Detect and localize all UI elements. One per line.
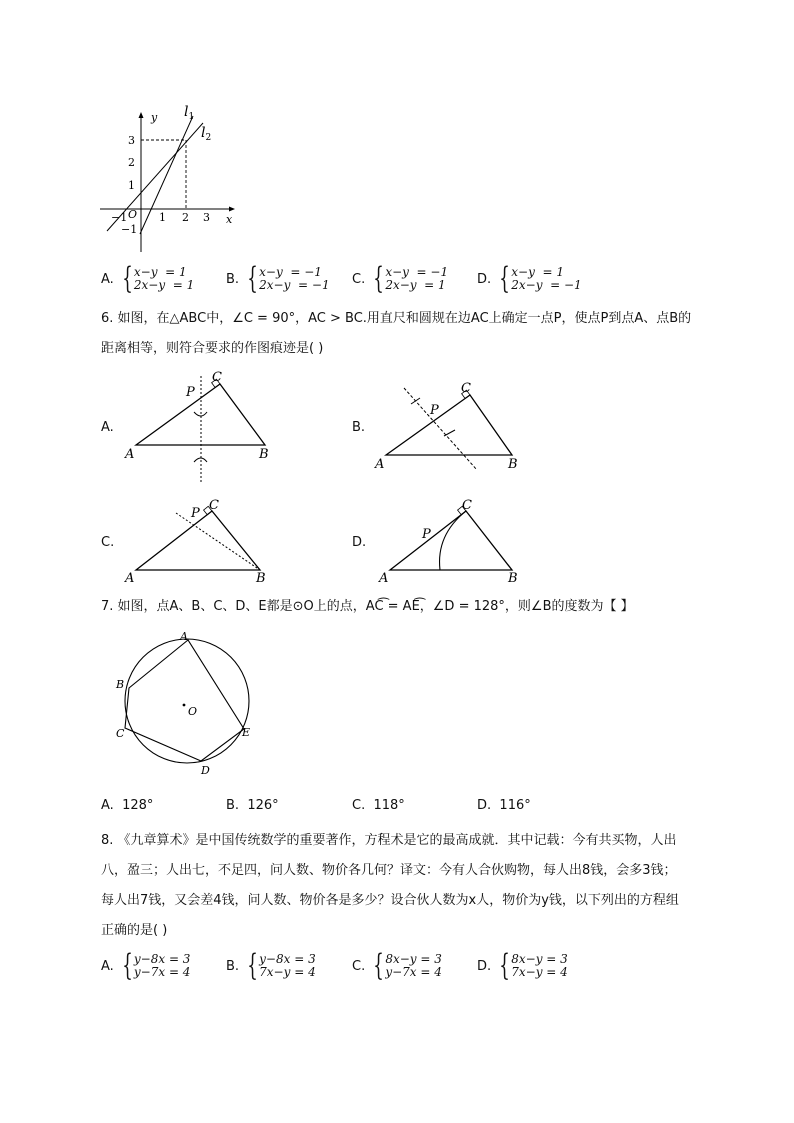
point-label-p: P [422,527,431,542]
circle-point-c: C [116,727,125,740]
q7-circle-figure [110,626,260,776]
option-label: C. [352,271,366,287]
coordinate-graph [95,98,245,258]
equation: 7x−y = 4 [511,965,568,979]
option-label: A. [101,798,114,813]
option-d[interactable]: D. { 8x−y = 3 7x−y = 4 [477,948,568,983]
question-8-line2: 八，盈三；人出七，不足四，问人数、物价各几何？译文：今有人合伙购物，每人出8钱，会多3钱； [101,863,677,878]
option-a[interactable]: A. { y−8x = 3 y−7x = 4 [101,948,191,983]
option-c[interactable]: C. { x−y = −1 2x−y = 1 [352,261,449,296]
option-label: D. [477,958,492,974]
option-label: D. [477,271,492,287]
point-label-a: A [375,457,385,472]
x-tick: 3 [203,211,210,224]
option-label: C. [352,798,366,813]
equation: y−8x = 3 [133,952,191,966]
point-label-b: B [256,571,266,586]
point-label-p: P [191,506,200,521]
q6-option-b-label[interactable]: B. [352,420,366,435]
point-label-b: B [259,447,269,462]
equation: y−7x = 4 [385,965,442,979]
option-c[interactable] [352,798,405,813]
question-8-line3: 每人出7钱，又会差4钱，问人数、物价各是多少？设合伙人数为x人，物价为y钱，以下列出的方程组 [101,893,679,908]
question-6-line2: 距离相等，则符合要求的作图痕迹是( ) [101,341,324,356]
point-label-b: B [508,571,518,586]
point-label-p: P [186,385,195,400]
y-tick: 1 [128,179,135,192]
point-label-c: C [212,370,222,385]
q7-options [101,798,601,818]
q8-options [101,948,701,984]
option-b[interactable] [226,798,279,813]
option-a[interactable]: A. { x−y = 1 2x−y = 1 [101,261,195,296]
option-label: B. [226,958,240,974]
y-tick: 3 [128,134,135,147]
q6-figure-c [115,494,275,586]
circle-point-d: D [201,764,210,776]
equation: 2x−y = 1 [385,278,446,292]
x-tick: 1 [159,211,166,224]
q6-figure-a [115,368,275,488]
x-tick: −1 [111,211,128,224]
equation: 8x−y = 3 [511,952,568,966]
point-label-a: A [125,571,135,586]
option-value: 126° [247,798,279,813]
q6-option-a-label[interactable]: A. [101,420,114,435]
q6-option-c-label[interactable]: C. [101,535,115,550]
point-label-a: A [379,571,389,586]
question-8-line1: 8. 《九章算术》是中国传统数学的重要著作，方程术是它的最高成就．其中记载：今有共买物，人出 [101,833,677,848]
origin-label: O [128,208,138,221]
circle-point-e: E [242,726,251,739]
q6-figure-b [370,376,530,476]
x-axis-label: x [226,213,233,226]
y-tick: −1 [121,223,138,236]
point-label-c: C [209,498,219,513]
option-label: B. [226,271,240,287]
point-label-c: C [461,381,471,396]
point-label-c: C [462,498,472,513]
equation: y−8x = 3 [259,952,316,966]
equation: 7x−y = 4 [259,965,316,979]
circle-center-o: O [188,705,198,718]
line-l1-label: $l_1$ [184,104,195,122]
point-label-b: B [508,457,518,472]
point-label-p: P [430,403,439,418]
equation: y−7x = 4 [133,965,191,979]
option-label: B. [226,798,240,813]
option-d[interactable] [477,798,531,813]
option-value: 116° [499,798,531,813]
equation: x−y = −1 [259,265,322,279]
equation: 2x−y = −1 [511,278,582,292]
option-c[interactable]: C. { 8x−y = 3 y−7x = 4 [352,948,442,983]
circle-point-b: B [116,678,125,691]
option-b[interactable]: B. { x−y = −1 2x−y = −1 [226,261,330,296]
option-value: 118° [373,798,405,813]
option-label: A. [101,271,114,287]
circle-point-a: A [180,630,188,643]
option-label: D. [477,798,492,813]
equation: 8x−y = 3 [385,952,442,966]
x-tick: 2 [182,211,189,224]
y-tick: 2 [128,156,135,169]
q6-figure-d [370,494,530,586]
option-label: C. [352,958,366,974]
question-8-line4: 正确的是( ) [101,923,168,938]
equation: x−y = 1 [511,265,564,279]
option-label: A. [101,958,114,974]
equation: 2x−y = 1 [133,278,195,292]
q6-option-d-label[interactable]: D. [352,535,367,550]
option-value: 128° [122,798,154,813]
option-d[interactable]: D. { x−y = 1 2x−y = −1 [477,261,582,296]
equation: 2x−y = −1 [259,278,330,292]
equation: x−y = 1 [133,265,187,279]
option-b[interactable]: B. { y−8x = 3 7x−y = 4 [226,948,316,983]
question-7-text: 7. 如图，点A、B、C、D、E都是⊙O上的点，AC͡ = AE͡，∠D = 128°，则∠B的度数为【 】 [101,599,634,614]
option-a[interactable] [101,798,153,813]
line-l2-label: $l_2$ [201,125,212,143]
point-label-a: A [125,447,135,462]
question-6-line1: 6. 如图，在△ABC中，∠C = 90°，AC > BC.用直尺和圆规在边AC上确定一点P，使点P到点A、点B的 [101,311,692,326]
q5-options [101,261,701,297]
y-axis-label: y [151,111,158,124]
equation: x−y = −1 [385,265,449,279]
